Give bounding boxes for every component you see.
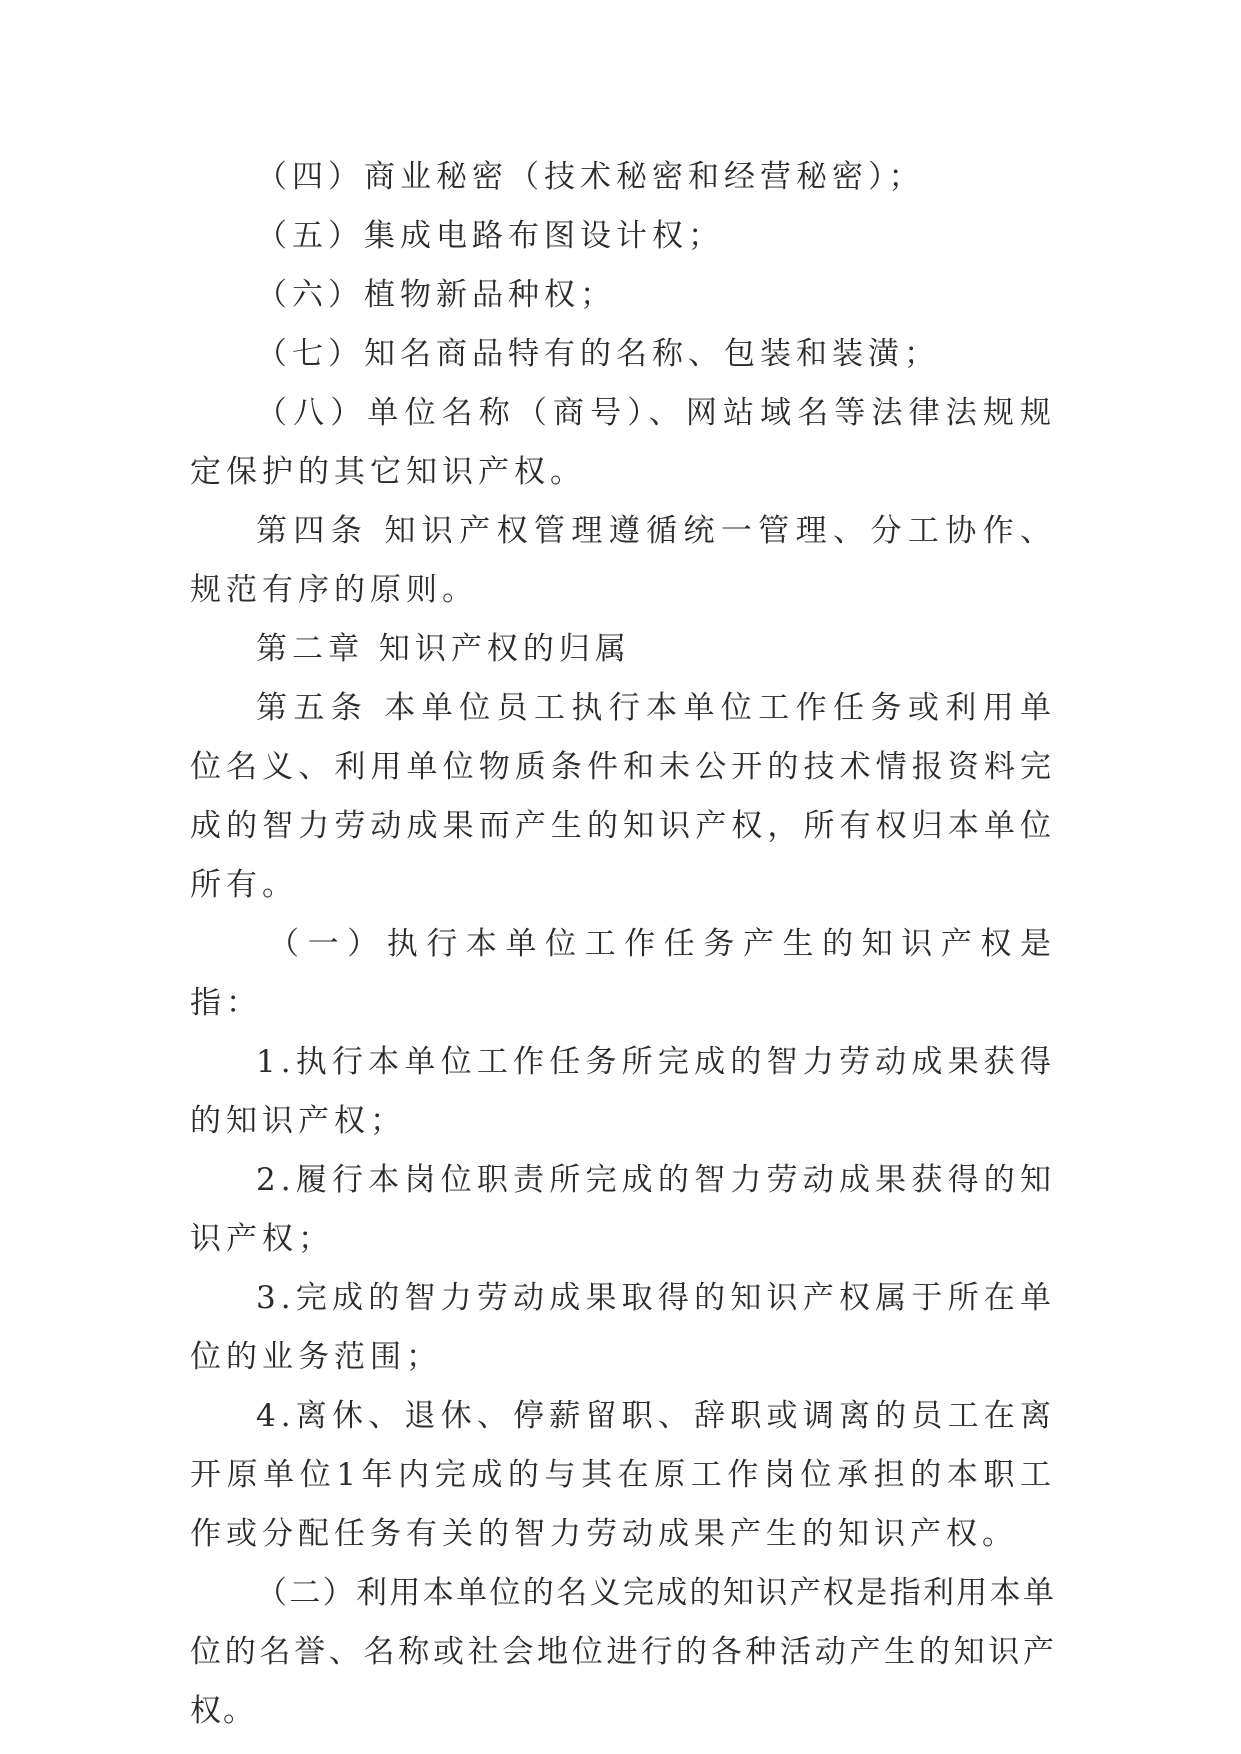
paragraph-ic-layout: （五）集成电路布图设计权； xyxy=(256,218,724,254)
list-item-4: 4.离休、退休、停薪留职、辞职或调离的员工在离开原单位1年内完成的与其在原工作岗位承担的本职工作或分配任务有关的智力劳动成果产生的知识产权。 xyxy=(190,1398,1056,1552)
paragraph-article-5: 第五条 本单位员工执行本单位工作任务或利用单位名义、利用单位物质条件和未公开的技术情报资料完成的智力劳动成果而产生的知识产权，所有权归本单位所有。 xyxy=(190,690,1056,903)
paragraph-unit-name-domain: （八）单位名称（商号）、网站域名等法律法规规定保护的其它知识产权。 xyxy=(190,395,1056,490)
list-item-1: 1.执行本单位工作任务所完成的智力劳动成果获得的知识产权； xyxy=(190,1044,1056,1139)
paragraph-section-1: （一）执行本单位工作任务产生的知识产权是指： xyxy=(190,926,1056,1021)
paragraph-section-2: （二）利用本单位的名义完成的知识产权是指利用本单位的名誉、名称或社会地位进行的各种活动产生的知识产权。 xyxy=(190,1575,1056,1729)
list-item-2: 2.履行本岗位职责所完成的智力劳动成果获得的知识产权； xyxy=(190,1162,1056,1257)
paragraph-article-4: 第四条 知识产权管理遵循统一管理、分工协作、规范有序的原则。 xyxy=(190,513,1056,608)
paragraph-plant-variety: （六）植物新品种权； xyxy=(256,277,616,313)
list-item-3: 3.完成的智力劳动成果取得的知识产权属于所在单位的业务范围； xyxy=(190,1280,1056,1375)
paragraph-trade-secret: （四）商业秘密（技术秘密和经营秘密）； xyxy=(256,159,925,195)
chapter-2-heading: 第二章 知识产权的归属 xyxy=(256,631,631,667)
document-body xyxy=(190,148,1056,1741)
paragraph-well-known-goods: （七）知名商品特有的名称、包装和装潢； xyxy=(256,336,940,372)
